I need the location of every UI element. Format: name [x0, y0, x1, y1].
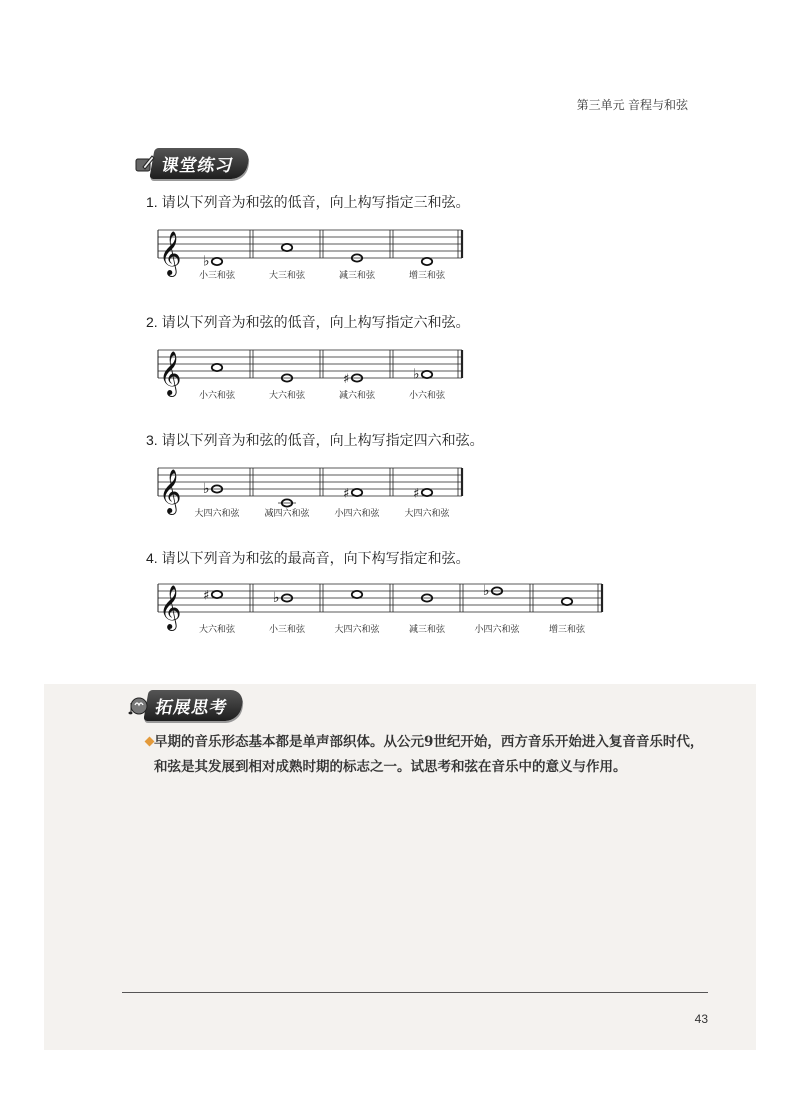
sharp-icon: ♯ — [413, 486, 420, 502]
exercise-title: 1. 请以下列音为和弦的低音，向上构写指定三和弦。 — [146, 194, 470, 210]
chord-label: 小四六和弦 — [474, 625, 520, 635]
exercise-title: 4. 请以下列音为和弦的最高音，向下构写指定和弦。 — [146, 550, 470, 566]
flat-icon: ♭ — [203, 481, 210, 497]
chord-label: 增三和弦 — [408, 271, 446, 280]
chord-label: 减三和弦 — [408, 625, 446, 635]
practice-badge — [134, 148, 248, 179]
treble-clef-icon: 𝄞 — [159, 231, 182, 275]
music-staff — [146, 220, 476, 280]
music-staff — [146, 458, 476, 518]
whole-note — [212, 591, 222, 598]
chord-label: 大三和弦 — [268, 271, 306, 280]
extension-badge — [128, 690, 242, 721]
whole-note — [352, 591, 362, 598]
music-staff — [146, 340, 476, 400]
chapter-header: 第三单元 音程与和弦 — [576, 98, 688, 112]
pencil-book-icon — [134, 153, 156, 175]
exercise-title: 3. 请以下列音为和弦的低音，向上构写指定四六和弦。 — [146, 432, 484, 448]
extension-badge-label: 拓展思考 — [143, 690, 244, 721]
chord-label: 大四六和弦 — [194, 509, 240, 518]
page-number: 43 — [694, 1012, 708, 1026]
flat-icon: ♭ — [483, 583, 490, 599]
extension-paragraph: 早期的音乐形态基本都是单声部织体。从公元9世纪开始，西方音乐开始进入复音音乐时代，和弦是其发展到相对成熟时期的标志之一。试思考和弦在音乐中的意义与作用。 — [154, 734, 704, 775]
extension-text — [154, 730, 710, 780]
whole-note — [422, 489, 432, 496]
chord-label: 减六和弦 — [338, 391, 376, 400]
whole-note — [212, 364, 222, 371]
chord-label: 减三和弦 — [338, 271, 376, 280]
sharp-icon: ♯ — [343, 372, 350, 387]
brain-note-icon — [128, 695, 150, 717]
flat-icon: ♭ — [273, 590, 280, 606]
chord-label: 大六和弦 — [198, 625, 236, 635]
chord-label: 减四六和弦 — [264, 509, 310, 518]
chord-label: 小六和弦 — [408, 391, 446, 400]
chord-label: 大四六和弦 — [334, 625, 380, 635]
whole-note — [562, 598, 572, 605]
exercise-4 — [146, 548, 616, 644]
footer-divider — [122, 992, 708, 993]
exercise-1 — [146, 192, 476, 280]
flat-icon: ♭ — [203, 253, 210, 270]
chord-label: 大六和弦 — [268, 391, 306, 400]
chord-label: 小三和弦 — [268, 625, 306, 635]
whole-note — [422, 258, 432, 265]
treble-clef-icon: 𝄞 — [159, 585, 182, 629]
treble-clef-icon: 𝄞 — [159, 351, 182, 395]
chord-label: 小四六和弦 — [334, 509, 380, 518]
music-staff — [146, 574, 616, 644]
practice-badge-label: 课堂练习 — [149, 148, 250, 179]
chord-label: 增三和弦 — [548, 625, 586, 635]
whole-note — [422, 371, 432, 378]
exercise-title: 2. 请以下列音为和弦的低音，向上构写指定六和弦。 — [146, 314, 470, 330]
sharp-icon: ♯ — [203, 588, 210, 604]
treble-clef-icon: 𝄞 — [159, 469, 182, 513]
exercise-2 — [146, 312, 476, 400]
whole-note — [212, 258, 222, 265]
sharp-icon: ♯ — [343, 486, 350, 502]
chord-label: 大四六和弦 — [404, 509, 450, 518]
whole-note — [282, 244, 292, 251]
chord-label: 小六和弦 — [198, 391, 236, 400]
flat-icon: ♭ — [413, 366, 420, 383]
exercise-3 — [146, 430, 484, 518]
whole-note — [352, 489, 362, 496]
chord-label: 小三和弦 — [198, 271, 236, 280]
